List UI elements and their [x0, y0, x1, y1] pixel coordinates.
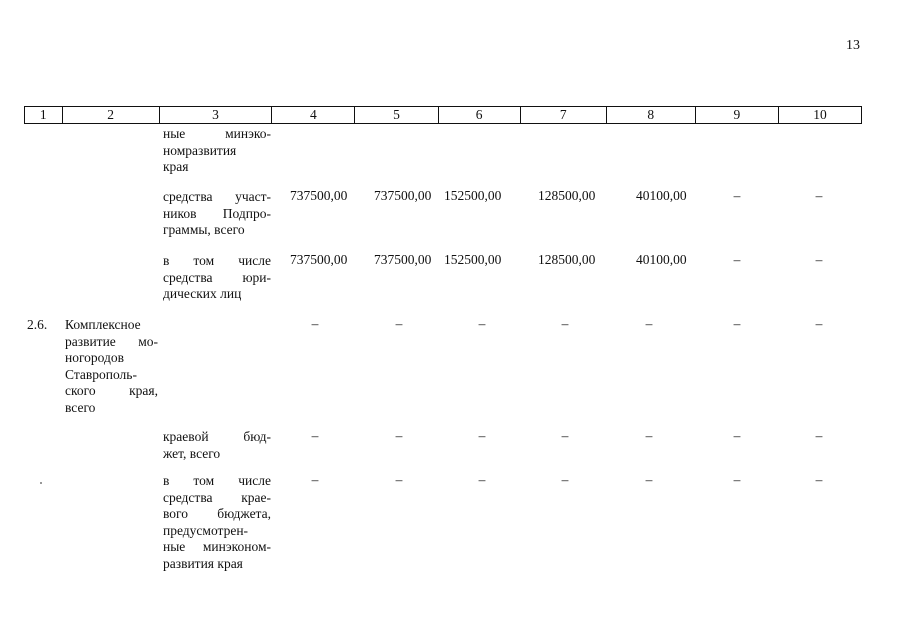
value-col-9: – — [733, 252, 741, 267]
value-col-5: – — [395, 428, 403, 443]
row-number: 2.6. — [27, 317, 48, 332]
value-col-4: 737500,00 — [290, 252, 348, 267]
value-col-8: – — [645, 472, 653, 487]
value-col-8: – — [645, 316, 653, 331]
value-col-5: 737500,00 — [374, 188, 432, 203]
value-col-4: – — [311, 316, 319, 331]
value-col-9: – — [733, 316, 741, 331]
scan-speck — [40, 482, 42, 484]
value-col-5: – — [395, 472, 403, 487]
row-label-line: вого бюджета, — [163, 506, 271, 521]
value-col-9: – — [733, 472, 741, 487]
value-col-10: – — [815, 316, 823, 331]
row-label-line: краевой бюд- — [163, 429, 271, 444]
column-header-8: 8 — [607, 107, 696, 123]
value-col-8: – — [645, 428, 653, 443]
value-col-7: – — [561, 472, 569, 487]
column-header-5: 5 — [355, 107, 438, 123]
value-col-7: – — [561, 316, 569, 331]
value-col-9: – — [733, 188, 741, 203]
row-label-line: ников Подпро- — [163, 205, 271, 221]
value-col-10: – — [815, 252, 823, 267]
column-header-9: 9 — [696, 107, 779, 123]
table-header-row — [24, 106, 862, 124]
row-label-line: ные минэконом- — [163, 539, 271, 554]
value-col-4: – — [311, 472, 319, 487]
value-col-6: – — [478, 472, 486, 487]
row-label — [163, 429, 271, 462]
row-name-line: ногородов — [65, 350, 125, 365]
column-header-10: 10 — [813, 107, 827, 122]
value-col-6: 152500,00 — [444, 188, 502, 203]
page-number: 13 — [846, 38, 860, 53]
column-header-4: 4 — [272, 107, 355, 123]
row-label — [163, 473, 271, 572]
row-label-line: средства крае- — [163, 489, 271, 505]
column-header-7: 7 — [521, 107, 607, 123]
value-col-7: 128500,00 — [538, 252, 596, 267]
row-name — [65, 317, 158, 416]
column-header-1: 1 — [25, 107, 63, 123]
row-label-line: предусмотрен- — [163, 522, 249, 538]
row-name-line: ского края, — [65, 383, 158, 398]
value-col-8: 40100,00 — [636, 252, 687, 267]
value-col-9: – — [733, 428, 741, 443]
column-header-2: 2 — [63, 107, 160, 123]
value-col-8: 40100,00 — [636, 188, 687, 203]
row-label-line: развития края — [163, 555, 243, 571]
row-label-line: жет, всего — [163, 445, 221, 461]
value-col-6: 152500,00 — [444, 252, 502, 267]
row-label — [163, 253, 271, 303]
value-col-4: – — [311, 428, 319, 443]
row-label-line: края — [163, 159, 189, 174]
row-label-line: дических лиц — [163, 286, 242, 301]
row-name-line: Ставрополь- — [65, 366, 137, 382]
row-name-line: всего — [65, 399, 96, 415]
value-col-5: – — [395, 316, 403, 331]
column-header-3: 3 — [160, 107, 273, 123]
row-name-line: развитие мо- — [65, 333, 158, 349]
value-col-6: – — [478, 316, 486, 331]
row-name-line: Комплексное — [65, 317, 141, 332]
row-label-line: ные минэко- — [163, 126, 271, 141]
row-label-line: средства юри- — [163, 269, 271, 285]
row-label-line: номразвития — [163, 142, 237, 158]
value-col-10: – — [815, 428, 823, 443]
row-label-line: в том числе — [163, 473, 271, 488]
value-col-5: 737500,00 — [374, 252, 432, 267]
value-col-7: – — [561, 428, 569, 443]
column-header-6: 6 — [439, 107, 521, 123]
value-col-10: – — [815, 188, 823, 203]
row-label — [163, 189, 271, 239]
row-label-line: средства участ- — [163, 189, 271, 204]
row-label-line: граммы, всего — [163, 222, 245, 237]
value-col-6: – — [478, 428, 486, 443]
row-label-line: в том числе — [163, 253, 271, 268]
value-col-10: – — [815, 472, 823, 487]
value-col-4: 737500,00 — [290, 188, 348, 203]
value-col-7: 128500,00 — [538, 188, 596, 203]
row-label — [163, 126, 271, 176]
